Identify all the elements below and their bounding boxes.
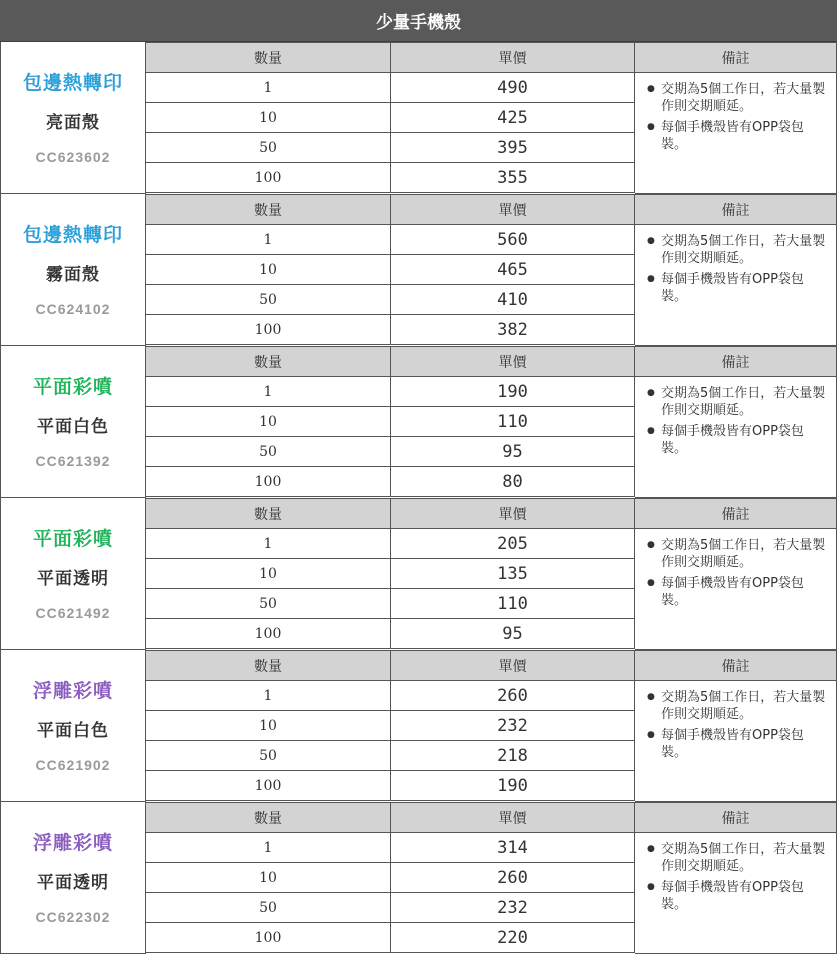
price-cell: 135: [391, 559, 635, 589]
note-item: ● 每個手機殼皆有OPP袋包裝。: [647, 879, 828, 913]
product-code: CC621902: [35, 757, 111, 773]
column-header-qty: 數量: [146, 650, 391, 681]
column-header-qty: 數量: [146, 42, 391, 73]
quantity-cell: 50: [146, 741, 391, 771]
quantity-cell: 10: [146, 103, 391, 133]
product-name: 平面彩噴: [32, 376, 113, 398]
product-type: 亮面殼: [46, 113, 100, 133]
price-cell: 560: [391, 225, 635, 255]
notes-cell: [635, 529, 837, 650]
quantity-cell: 1: [146, 377, 391, 407]
quantity-cell: 100: [146, 619, 391, 649]
product-name-cell: [0, 802, 146, 954]
price-cell: 110: [391, 407, 635, 437]
product-name-cell: [0, 650, 146, 802]
quantity-cell: 100: [146, 771, 391, 801]
product-name: 平面彩噴: [32, 528, 113, 550]
quantity-cell: 100: [146, 923, 391, 953]
price-cell: 220: [391, 923, 635, 953]
column-header-price: 單價: [391, 42, 635, 73]
column-header-note: 備註: [635, 42, 837, 73]
price-cell: 218: [391, 741, 635, 771]
price-cell: 490: [391, 73, 635, 103]
price-cell: 260: [391, 863, 635, 893]
note-item: ● 每個手機殼皆有OPP袋包裝。: [647, 119, 828, 153]
product-section: [0, 802, 837, 954]
column-header-price: 單價: [391, 346, 635, 377]
product-section: [0, 346, 837, 498]
column-header-qty: 數量: [146, 498, 391, 529]
price-cell: 232: [391, 711, 635, 741]
product-name: 包邊熱轉印: [22, 72, 123, 94]
price-cell: 410: [391, 285, 635, 315]
quantity-cell: 10: [146, 863, 391, 893]
quantity-cell: 50: [146, 589, 391, 619]
product-code: CC622302: [35, 909, 111, 925]
price-cell: 395: [391, 133, 635, 163]
price-cell: 110: [391, 589, 635, 619]
price-cell: 190: [391, 377, 635, 407]
note-item: ● 交期為5個工作日，若大量製作則交期順延。: [647, 689, 828, 723]
price-cell: 205: [391, 529, 635, 559]
product-name-cell: [0, 346, 146, 498]
notes-cell: [635, 833, 837, 954]
product-code: CC621492: [35, 605, 111, 621]
note-item: ● 每個手機殼皆有OPP袋包裝。: [647, 727, 828, 761]
column-header-note: 備註: [635, 194, 837, 225]
price-cell: 355: [391, 163, 635, 193]
quantity-cell: 1: [146, 833, 391, 863]
column-header-qty: 數量: [146, 346, 391, 377]
product-name: 浮雕彩噴: [32, 832, 113, 854]
notes-cell: [635, 377, 837, 498]
column-header-price: 單價: [391, 194, 635, 225]
product-type: 平面透明: [37, 873, 109, 893]
price-cell: 232: [391, 893, 635, 923]
quantity-cell: 50: [146, 133, 391, 163]
price-cell: 425: [391, 103, 635, 133]
product-type: 霧面殼: [46, 265, 100, 285]
product-name-cell: [0, 498, 146, 650]
product-code: CC621392: [35, 453, 111, 469]
price-cell: 95: [391, 437, 635, 467]
quantity-cell: 50: [146, 285, 391, 315]
page-title: 少量手機殼: [0, 0, 837, 42]
product-name-cell: [0, 194, 146, 346]
quantity-cell: 10: [146, 407, 391, 437]
product-type: 平面透明: [37, 569, 109, 589]
note-item: ● 每個手機殼皆有OPP袋包裝。: [647, 575, 828, 609]
product-type: 平面白色: [37, 721, 109, 741]
product-code: CC624102: [35, 301, 111, 317]
column-header-note: 備註: [635, 802, 837, 833]
quantity-cell: 100: [146, 315, 391, 345]
column-header-note: 備註: [635, 346, 837, 377]
quantity-cell: 50: [146, 437, 391, 467]
column-header-note: 備註: [635, 650, 837, 681]
quantity-cell: 100: [146, 467, 391, 497]
note-item: ● 交期為5個工作日，若大量製作則交期順延。: [647, 385, 828, 419]
product-section: [0, 650, 837, 802]
quantity-cell: 1: [146, 529, 391, 559]
price-cell: 260: [391, 681, 635, 711]
price-cell: 314: [391, 833, 635, 863]
quantity-cell: 1: [146, 225, 391, 255]
column-header-qty: 數量: [146, 194, 391, 225]
notes-cell: [635, 225, 837, 346]
price-cell: 382: [391, 315, 635, 345]
quantity-cell: 10: [146, 255, 391, 285]
column-header-price: 單價: [391, 498, 635, 529]
price-cell: 80: [391, 467, 635, 497]
product-code: CC623602: [35, 149, 111, 165]
product-name: 浮雕彩噴: [32, 680, 113, 702]
product-name-cell: [0, 42, 146, 194]
note-item: ● 每個手機殼皆有OPP袋包裝。: [647, 423, 828, 457]
note-item: ● 交期為5個工作日，若大量製作則交期順延。: [647, 841, 828, 875]
note-item: ● 每個手機殼皆有OPP袋包裝。: [647, 271, 828, 305]
price-cell: 465: [391, 255, 635, 285]
note-item: ● 交期為5個工作日，若大量製作則交期順延。: [647, 81, 828, 115]
column-header-qty: 數量: [146, 802, 391, 833]
quantity-cell: 50: [146, 893, 391, 923]
notes-cell: [635, 681, 837, 802]
quantity-cell: 10: [146, 559, 391, 589]
product-section: [0, 42, 837, 194]
column-header-note: 備註: [635, 498, 837, 529]
column-header-price: 單價: [391, 650, 635, 681]
price-cell: 95: [391, 619, 635, 649]
product-section: [0, 194, 837, 346]
quantity-cell: 10: [146, 711, 391, 741]
note-item: ● 交期為5個工作日，若大量製作則交期順延。: [647, 537, 828, 571]
product-section: [0, 498, 837, 650]
quantity-cell: 1: [146, 73, 391, 103]
price-cell: 190: [391, 771, 635, 801]
quantity-cell: 1: [146, 681, 391, 711]
quantity-cell: 100: [146, 163, 391, 193]
column-header-price: 單價: [391, 802, 635, 833]
product-type: 平面白色: [37, 417, 109, 437]
notes-cell: [635, 73, 837, 194]
product-name: 包邊熱轉印: [22, 224, 123, 246]
note-item: ● 交期為5個工作日，若大量製作則交期順延。: [647, 233, 828, 267]
